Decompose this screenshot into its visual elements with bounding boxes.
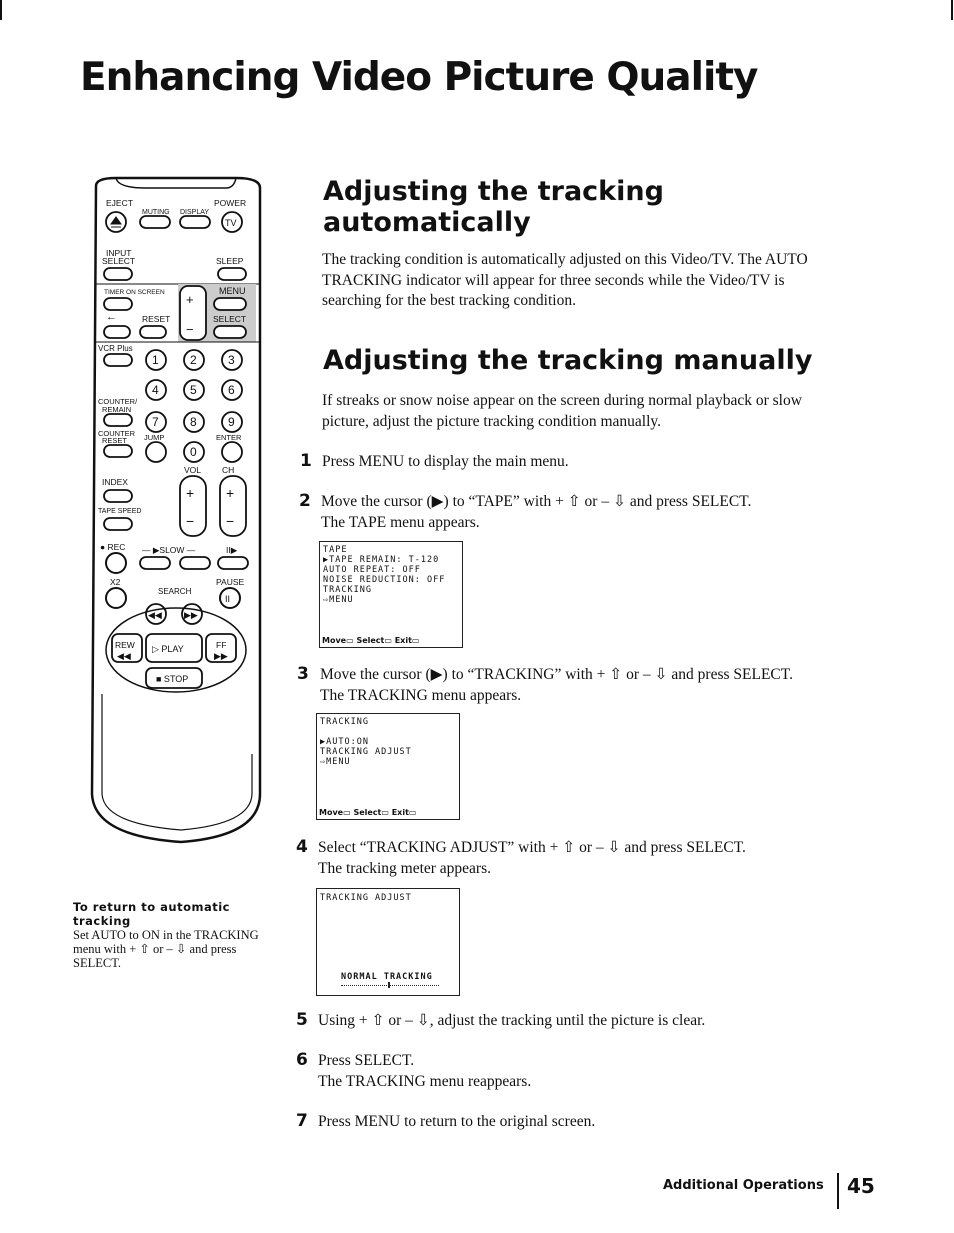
svg-text:SLEEP: SLEEP: [216, 256, 244, 266]
svg-text:4: 4: [152, 383, 159, 397]
remote-display-label: DISPLAY: [180, 209, 210, 216]
remote-counter-remain-button[interactable]: [104, 414, 132, 426]
osd-line: AUTO REPEAT: OFF: [323, 565, 421, 575]
remote-sleep-button[interactable]: [218, 268, 246, 280]
svg-text:II: II: [225, 594, 231, 604]
svg-text:SELECT: SELECT: [213, 314, 247, 324]
svg-text:JUMP: JUMP: [144, 433, 165, 442]
svg-text:←: ←: [106, 311, 117, 323]
svg-text:ENTER: ENTER: [216, 433, 242, 442]
remote-jump-button[interactable]: [146, 442, 166, 462]
svg-text:8: 8: [190, 415, 197, 429]
step-number: 5: [296, 1010, 308, 1030]
step-text: Press MENU to display the main menu.: [322, 453, 569, 470]
step-number: 4: [296, 837, 308, 857]
svg-text:INPUT: INPUT: [106, 248, 132, 258]
svg-text:−: −: [186, 322, 194, 337]
remote-power-label: POWER: [214, 198, 247, 208]
svg-text:FF: FF: [216, 640, 227, 650]
page-edge-mark-right: [951, 0, 953, 20]
osd-meter-label: NORMAL TRACKING: [341, 972, 433, 982]
svg-text:+: +: [226, 485, 235, 501]
step-result: The TRACKING menu appears.: [320, 687, 522, 704]
svg-text:◀◀: ◀◀: [148, 610, 162, 620]
svg-text:5: 5: [190, 383, 197, 397]
osd-line: TRACKING: [320, 717, 369, 727]
manual-tracking-body: If streaks or snow noise appear on the screen during normal playback or slow picture, adjust the picture tracking condition manually.: [322, 392, 802, 430]
step-result: The tracking meter appears.: [318, 860, 491, 877]
side-note-heading: To return to automatic tracking: [73, 900, 230, 928]
step-text: Press MENU to return to the original screen.: [318, 1113, 596, 1130]
remote-index-button[interactable]: [104, 490, 132, 502]
heading-auto-line1: Adjusting the tracking: [323, 176, 664, 207]
remote-x2-button[interactable]: [106, 588, 126, 608]
osd-footer: Move▭ Select▭ Exit▭: [319, 808, 417, 817]
osd-footer: Move▭ Select▭ Exit▭: [322, 636, 420, 645]
svg-text:REW: REW: [115, 640, 135, 650]
heading-auto-tracking: [323, 176, 664, 238]
svg-text:X2: X2: [110, 577, 121, 587]
osd-tracking-adjust: [316, 888, 460, 996]
step-text: Select “TRACKING ADJUST” with + ⇧ or – ⇩ and press SELECT.: [318, 839, 746, 856]
svg-text:MENU: MENU: [219, 286, 246, 296]
svg-text:0: 0: [190, 445, 197, 459]
osd-line: ⇨MENU: [320, 757, 351, 767]
remote-eject-label: EJECT: [106, 198, 133, 208]
step-text: Using + ⇧ or – ⇩, adjust the tracking until the picture is clear.: [318, 1012, 706, 1029]
step-number: 7: [296, 1111, 308, 1131]
svg-text:RESET: RESET: [142, 314, 171, 324]
svg-text:COUNTER: COUNTER: [98, 429, 136, 438]
svg-text:VCR Plus: VCR Plus: [98, 344, 133, 353]
heading-manual-tracking: Adjusting the tracking manually: [323, 345, 813, 376]
svg-text:9: 9: [228, 415, 235, 429]
tracking-meter-marker: [388, 982, 390, 988]
page-number: 45: [847, 1174, 875, 1198]
step-result: The TAPE menu appears.: [321, 514, 480, 531]
svg-text:▷ PLAY: ▷ PLAY: [152, 644, 184, 654]
remote-display-button[interactable]: [180, 216, 210, 228]
remote-muting-label: MUTING: [142, 209, 170, 216]
remote-timer-button[interactable]: [104, 298, 132, 310]
svg-text:CH: CH: [222, 465, 235, 475]
svg-text:INDEX: INDEX: [102, 477, 128, 487]
svg-text:+: +: [186, 485, 195, 501]
footer-section-label: Additional Operations: [663, 1178, 824, 1193]
step-number: 2: [299, 491, 311, 511]
remote-muting-button[interactable]: [140, 216, 170, 228]
remote-counter-reset-button[interactable]: [104, 445, 132, 457]
osd-tape-menu: [319, 541, 463, 648]
svg-text:6: 6: [228, 383, 235, 397]
svg-text:TIMER ON SCREEN: TIMER ON SCREEN: [104, 289, 165, 296]
svg-text:VOL: VOL: [184, 465, 202, 475]
remote-rec-button[interactable]: [106, 553, 126, 573]
step-result: The TRACKING menu reappears.: [318, 1073, 532, 1090]
step-text: Move the cursor (▶) to “TRACKING” with + ⇧ or – ⇩ and press SELECT.: [320, 666, 793, 683]
page-edge-mark-left: [0, 0, 2, 20]
side-note: [73, 900, 283, 970]
remote-frame-advance-button[interactable]: [218, 557, 248, 569]
page-title: Enhancing Video Picture Quality: [80, 55, 758, 100]
remote-vcr-plus-button[interactable]: [104, 354, 132, 366]
remote-select-button[interactable]: [214, 326, 246, 338]
step-number: 6: [296, 1050, 308, 1070]
svg-text:▶▶: ▶▶: [214, 651, 228, 661]
svg-text:■ STOP: ■ STOP: [156, 674, 189, 684]
osd-line: TRACKING ADJUST: [320, 747, 412, 757]
svg-text:TAPE SPEED: TAPE SPEED: [98, 508, 142, 515]
svg-text:+: +: [186, 292, 194, 307]
remote-slow-minus-button[interactable]: [140, 557, 170, 569]
remote-input-select-button[interactable]: [104, 268, 132, 280]
osd-line: TAPE: [323, 545, 348, 555]
svg-text:−: −: [186, 513, 195, 529]
svg-text:TV: TV: [225, 218, 237, 228]
svg-text:SEARCH: SEARCH: [158, 587, 192, 596]
svg-text:1: 1: [152, 353, 159, 367]
remote-left-button[interactable]: [104, 326, 130, 338]
svg-text:◀◀: ◀◀: [117, 651, 131, 661]
osd-title: TRACKING ADJUST: [320, 893, 412, 903]
osd-line: ▶AUTO:ON: [320, 737, 369, 747]
remote-reset-button[interactable]: [140, 326, 166, 338]
step-text: Move the cursor (▶) to “TAPE” with + ⇧ or – ⇩ and press SELECT.: [321, 493, 752, 510]
svg-text:SELECT: SELECT: [102, 256, 136, 266]
svg-text:REMAIN: REMAIN: [102, 405, 132, 414]
osd-line: ▶TAPE REMAIN: T-120: [323, 555, 440, 565]
remote-control-svg: [86, 174, 266, 846]
step-text: Press SELECT.: [318, 1052, 415, 1069]
osd-line: TRACKING: [323, 585, 372, 595]
svg-text:— ▶SLOW —: — ▶SLOW —: [142, 545, 196, 555]
remote-tape-speed-button[interactable]: [104, 518, 132, 530]
svg-text:● REC: ● REC: [100, 542, 126, 552]
svg-text:3: 3: [228, 353, 235, 367]
osd-line: ⇨MENU: [323, 595, 354, 605]
remote-slow-plus-button[interactable]: [180, 557, 210, 569]
remote-control-illustration: [86, 174, 266, 846]
auto-tracking-body: The tracking condition is automatically adjusted on this Video/TV. The AUTO TRACKING indicator will appear for three seconds while the Video/TV is searching for the best tracking condition.: [322, 251, 808, 309]
osd-tracking-menu: [316, 713, 460, 820]
footer-divider: [837, 1173, 839, 1209]
svg-text:RESET: RESET: [102, 436, 128, 445]
heading-auto-line2: automatically: [323, 207, 531, 238]
svg-text:7: 7: [152, 415, 159, 429]
svg-text:COUNTER/: COUNTER/: [98, 397, 138, 406]
svg-text:▶▶: ▶▶: [184, 610, 198, 620]
remote-menu-button[interactable]: [214, 298, 246, 310]
svg-text:2: 2: [190, 353, 197, 367]
remote-enter-button[interactable]: [222, 442, 242, 462]
svg-text:−: −: [226, 513, 235, 529]
side-note-body: Set AUTO to ON in the TRACKING menu with + ⇧ or – ⇩ and press SELECT.: [73, 928, 259, 970]
svg-text:II▶: II▶: [226, 545, 238, 555]
svg-text:PAUSE: PAUSE: [216, 577, 245, 587]
osd-line: NOISE REDUCTION: OFF: [323, 575, 446, 585]
tracking-meter-scale: [341, 985, 439, 988]
step-number: 3: [297, 664, 309, 684]
step-number: 1: [300, 451, 312, 471]
